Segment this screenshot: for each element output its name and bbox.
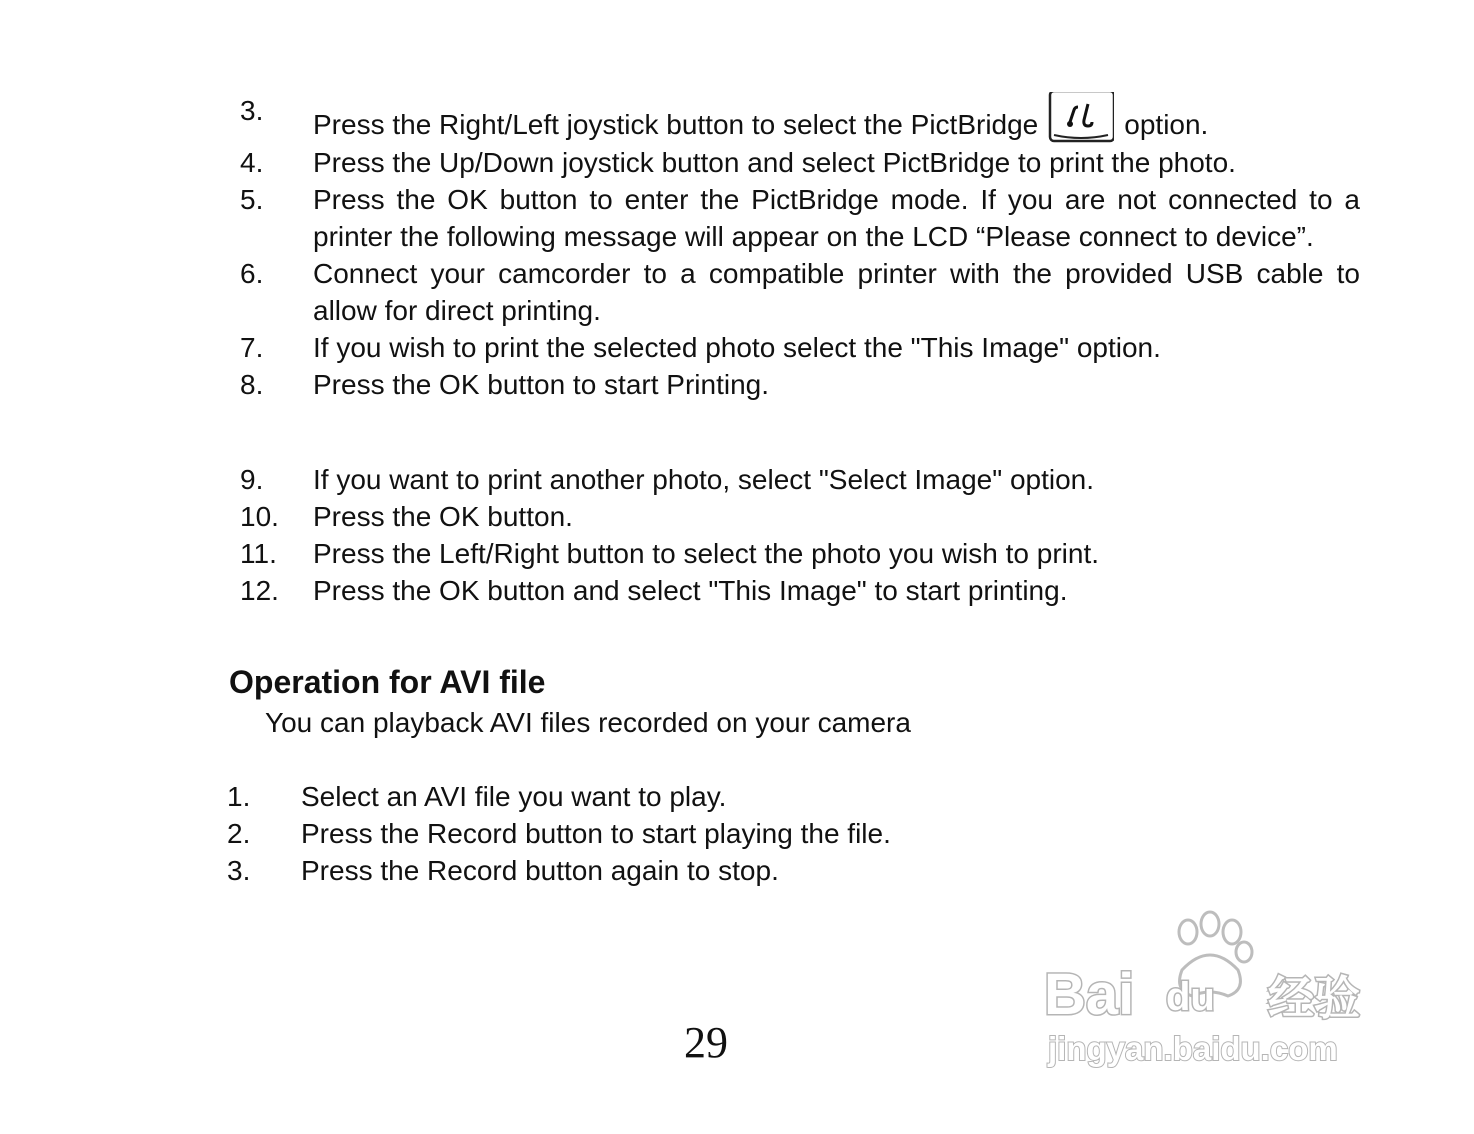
list-item	[240, 461, 1370, 498]
print-another-steps	[240, 461, 1370, 609]
step-text: Select an AVI file you want to play.	[301, 781, 727, 812]
pictbridge-steps	[240, 92, 1370, 403]
step-number: 8.	[240, 369, 264, 400]
section-heading: Operation for AVI file	[229, 664, 546, 700]
list-item	[240, 92, 1370, 144]
watermark-url: jingyan.baidu.com	[1048, 1030, 1338, 1067]
avi-steps	[227, 778, 891, 889]
page-number: 29	[684, 1018, 728, 1067]
list-item	[227, 815, 891, 852]
step-text: Connect your camcorder to a compatible printer with the provided USB cable to allow for direct printing.	[313, 258, 1360, 326]
pictbridge-icon	[1048, 92, 1114, 144]
svg-text:Bai: Bai	[1044, 962, 1135, 1027]
step-text: Press the OK button.	[313, 501, 573, 532]
step-number: 2.	[227, 818, 251, 849]
step-number: 1.	[227, 781, 251, 812]
list-item	[240, 144, 1370, 181]
step-text: Press the OK button to start Printing.	[313, 369, 769, 400]
list-item	[240, 329, 1370, 366]
step-number: 12.	[240, 575, 279, 606]
step-text-before-icon: Press the Right/Left joystick button to select the PictBridge	[313, 109, 1039, 140]
step-number: 11.	[240, 538, 277, 569]
step-number: 10.	[240, 501, 279, 532]
step-number: 7.	[240, 332, 264, 363]
step-number: 9.	[240, 464, 264, 495]
list-item	[227, 852, 891, 889]
step-text: Press the Left/Right button to select the photo you wish to print.	[313, 538, 1100, 569]
step-number: 6.	[240, 258, 264, 289]
list-item	[240, 255, 1370, 329]
step-text: If you wish to print the selected photo select the "This Image" option.	[313, 332, 1161, 363]
step-number: 3.	[227, 855, 251, 886]
list-item	[240, 535, 1370, 572]
baidu-watermark	[1040, 910, 1390, 1080]
section-intro: You can playback AVI files recorded on your camera	[265, 707, 911, 738]
step-number: 3.	[240, 95, 264, 126]
step-number: 5.	[240, 184, 264, 215]
list-item	[240, 181, 1370, 255]
step-text: Press the OK button to enter the PictBridge mode. If you are not connected to a printer the following message will appear on the LCD “Please connect to device”.	[313, 184, 1360, 252]
svg-text:du: du	[1166, 975, 1215, 1019]
step-text	[313, 92, 1370, 144]
step-text: Press the Record button to start playing the file.	[301, 818, 891, 849]
step-text: If you want to print another photo, select "Select Image" option.	[313, 464, 1095, 495]
step-text-after-icon: option.	[1124, 109, 1209, 140]
baidu-paw-logo	[1040, 910, 1390, 1080]
list-item	[227, 778, 891, 815]
step-text: Press the Record button again to stop.	[301, 855, 779, 886]
step-text: Press the Up/Down joystick button and select PictBridge to print the photo.	[313, 147, 1236, 178]
svg-text:经验: 经验	[1268, 972, 1360, 1024]
step-number: 4.	[240, 147, 264, 178]
step-text: Press the OK button and select "This Image" to start printing.	[313, 575, 1068, 606]
list-item	[240, 572, 1370, 609]
list-item	[240, 498, 1370, 535]
list-item	[240, 366, 1370, 403]
